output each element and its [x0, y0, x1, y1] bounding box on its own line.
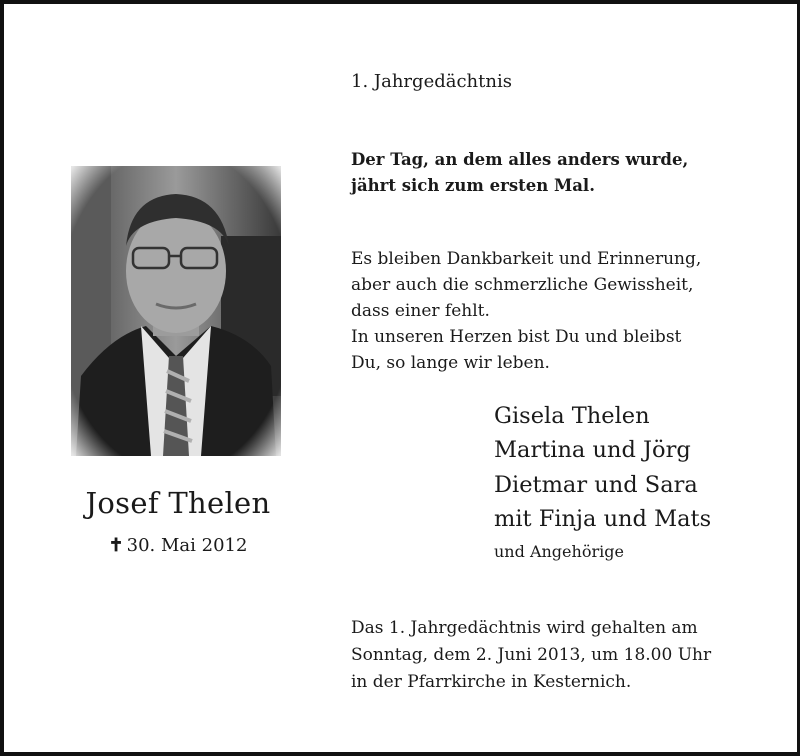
service-line-1: Das 1. Jahrgedächtnis wird gehalten am — [351, 618, 698, 638]
verse-line-3: dass einer fehlt. — [351, 301, 490, 321]
verse-line-5: Du, so lange wir leben. — [351, 353, 550, 373]
portrait-image — [71, 166, 281, 456]
verse-line-1: Es bleiben Dankbarkeit und Erinnerung, — [351, 249, 702, 269]
verse-line-2: aber auch die schmerzliche Gewissheit, — [351, 275, 694, 295]
intro-line-1: Der Tag, an dem alles anders wurde, — [351, 150, 689, 169]
mourner-line-3: Dietmar und Sara — [494, 472, 698, 498]
service-line-3: in der Pfarrkirche in Kesternich. — [351, 672, 632, 692]
cross-icon: ✝ — [108, 535, 124, 556]
portrait-photo — [71, 166, 281, 456]
deceased-name: Josef Thelen — [85, 486, 271, 520]
death-date-line — [74, 535, 282, 556]
death-date: 30. Mai 2012 — [126, 535, 248, 556]
mourner-line-4: mit Finja und Mats — [494, 506, 712, 532]
mourner-line-1: Gisela Thelen — [494, 403, 650, 429]
mourner-line-2: Martina und Jörg — [494, 437, 691, 463]
service-line-2: Sonntag, dem 2. Juni 2013, um 18.00 Uhr — [351, 645, 712, 665]
mourner-line-5: und Angehörige — [494, 542, 624, 561]
intro-line-2: jährt sich zum ersten Mal. — [351, 176, 595, 195]
verse-line-4: In unseren Herzen bist Du und bleibst — [351, 327, 682, 347]
heading: 1. Jahrgedächtnis — [351, 71, 512, 92]
